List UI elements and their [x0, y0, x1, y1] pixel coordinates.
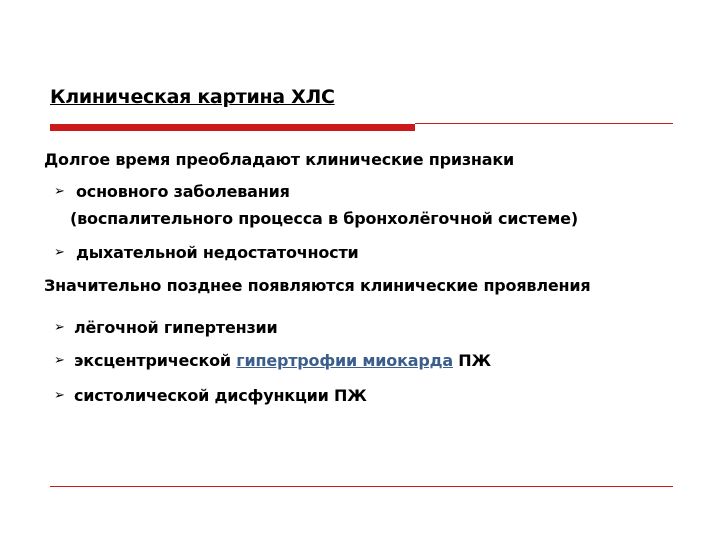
title-accent-bar: [50, 124, 415, 131]
slide-title: Клиническая картина ХЛС: [50, 86, 335, 108]
list-item-underlying-disease-detail: (воспалительного процесса в бронхолёгочной системе): [70, 209, 578, 228]
intro-text-2: Значительно позднее появляются клинические проявления: [44, 276, 591, 295]
intro-text-1: Долгое время преобладают клинические признаки: [44, 150, 515, 169]
list-item-text: эксцентрической: [74, 351, 237, 370]
list-item-respiratory-failure: дыхательной недостаточности: [76, 243, 359, 262]
list-item-systolic-dysfunction: систолической дисфункции ПЖ: [74, 386, 367, 405]
list-item-pulmonary-hypertension: лёгочной гипертензии: [74, 318, 278, 337]
footer-divider-line: [50, 486, 673, 487]
myocardial-hypertrophy-link[interactable]: гипертрофии миокарда: [236, 351, 453, 370]
list-item-underlying-disease: основного заболевания: [76, 182, 290, 201]
bullet-arrow-icon: ➢: [54, 245, 65, 260]
bullet-arrow-icon: ➢: [54, 388, 65, 403]
list-item-eccentric-hypertrophy: [74, 351, 491, 370]
bullet-arrow-icon: ➢: [54, 184, 65, 199]
bullet-arrow-icon: ➢: [54, 353, 65, 368]
title-divider-line: [415, 123, 673, 124]
bullet-arrow-icon: ➢: [54, 320, 65, 335]
list-item-text: ПЖ: [452, 351, 491, 370]
